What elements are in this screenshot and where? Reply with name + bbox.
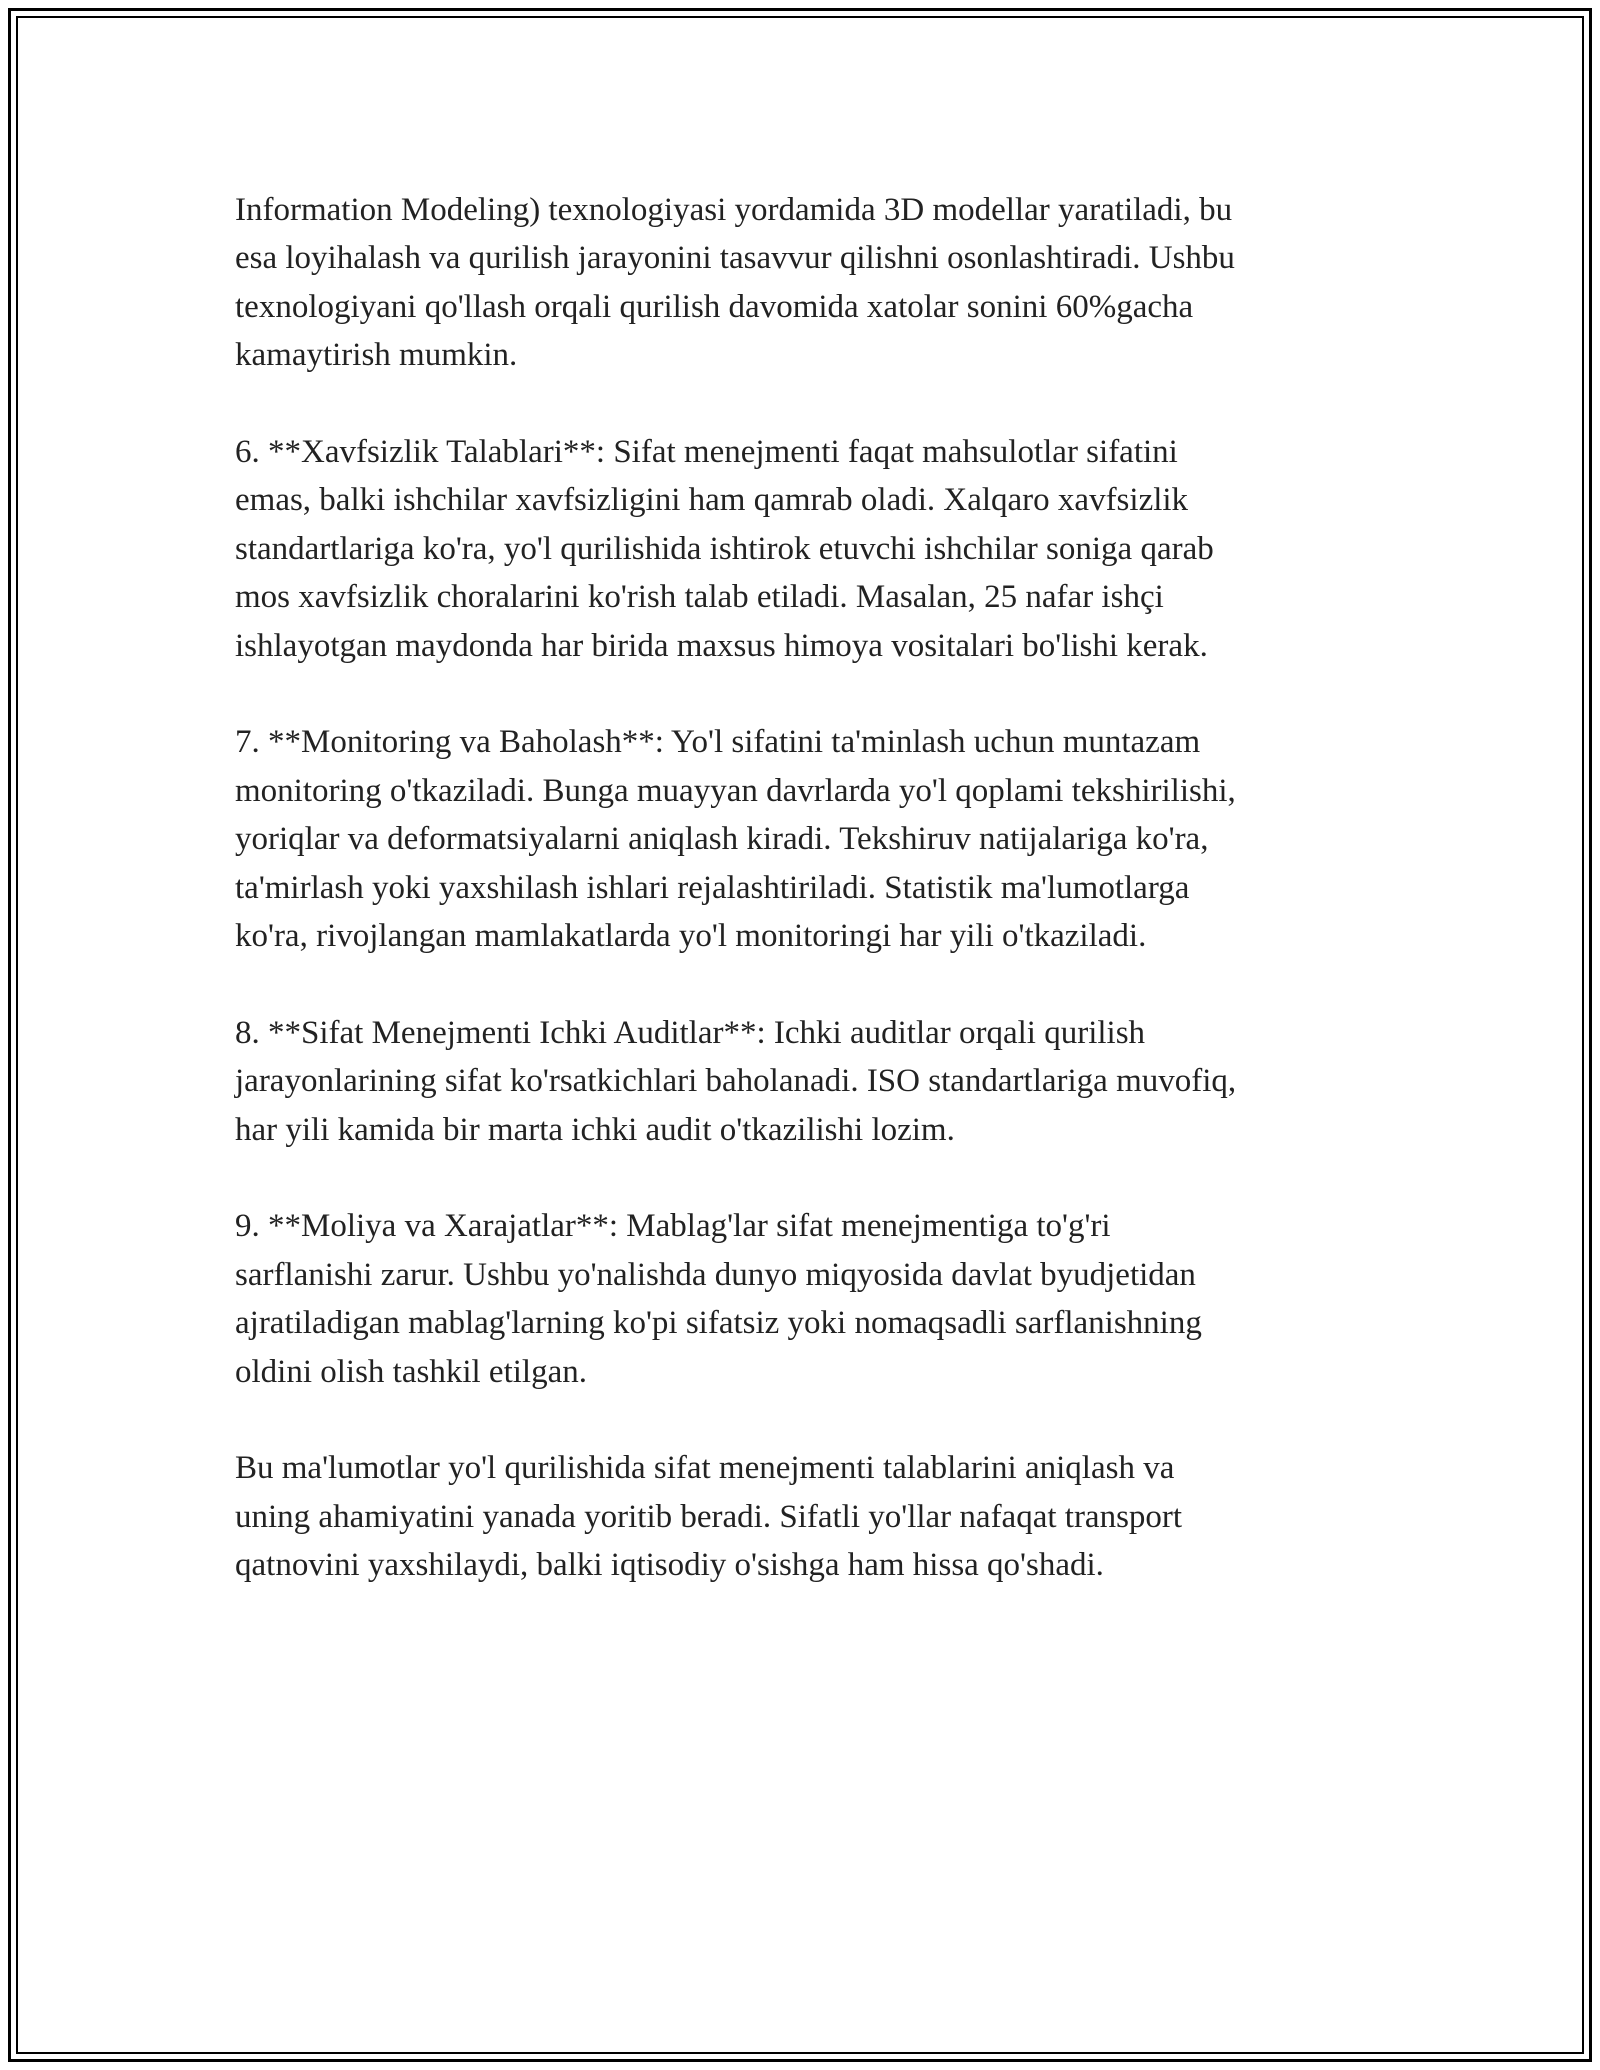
document-body — [235, 186, 1365, 1638]
paragraph-monitoring-evaluation: 7. **Monitoring va Baholash**: Yo'l sifatini ta'minlash uchun muntazam monitoring o'tkaziladi. Bunga muayyan davrlarda yo'l qoplami tekshirilishi, yoriqlar va deformatsiyalarni aniqlash kiradi. Tekshiruv natijalariga ko'ra, ta'mirlash yoki yaxshilash ishlari rejalashtiriladi. Statistik ma'lumotlarga ko'ra, rivojlangan mamlakatlarda yo'l monitoringi har yili o'tkaziladi. — [235, 724, 1236, 955]
paragraph-finance-costs: 9. **Moliya va Xarajatlar**: Mablag'lar sifat menejmentiga to'g'ri sarflanishi zarur. Ushbu yo'nalishda dunyo miqyosida davlat byudjetidan ajratiladigan mablag'larning ko'pi sifatsiz yoki nomaqsadli sarflanishning oldini olish tashkil etilgan. — [235, 1208, 1202, 1390]
paragraph-safety-requirements: 6. **Xavfsizlik Talablari**: Sifat menejmenti faqat mahsulotlar sifatini emas, balki ishchilar xavfsizligini ham qamrab oladi. Xalqaro xavfsizlik standartlariga ko'ra, yo'l qurilishida ishtirok etuvchi ishchilar soniga qarab mos xavfsizlik choralarini ko'rish talab etiladi. Masalan, 25 nafar ishçi ishlayotgan maydonda har birida maxsus himoya vositalari bo'lishi kerak. — [235, 434, 1214, 664]
paragraph-conclusion: Bu ma'lumotlar yo'l qurilishida sifat menejmenti talablarini aniqlash va uning ahamiyatini yanada yoritib beradi. Sifatli yo'llar nafaqat transport qatnovini yaxshilaydi, balki iqtisodiy o'sishga ham hissa qo'shadi. — [235, 1450, 1183, 1584]
paragraph-internal-audits: 8. **Sifat Menejmenti Ichki Auditlar**: Ichki auditlar orqali qurilish jarayonlarining sifat ko'rsatkichlari baholanadi. ISO standartlariga muvofiq, har yili kamida bir marta ichki audit o'tkazilishi lozim. — [235, 1014, 1237, 1148]
paragraph-bim-continuation: Information Modeling) texnologiyasi yordamida 3D modellar yaratiladi, bu esa loyihalash va qurilish jarayonini tasavvur qilishni osonlashtiradi. Ushbu texnologiyani qo'llash orqali qurilish davomida xatolar sonini 60%gacha kamaytirish mumkin. — [235, 192, 1235, 374]
